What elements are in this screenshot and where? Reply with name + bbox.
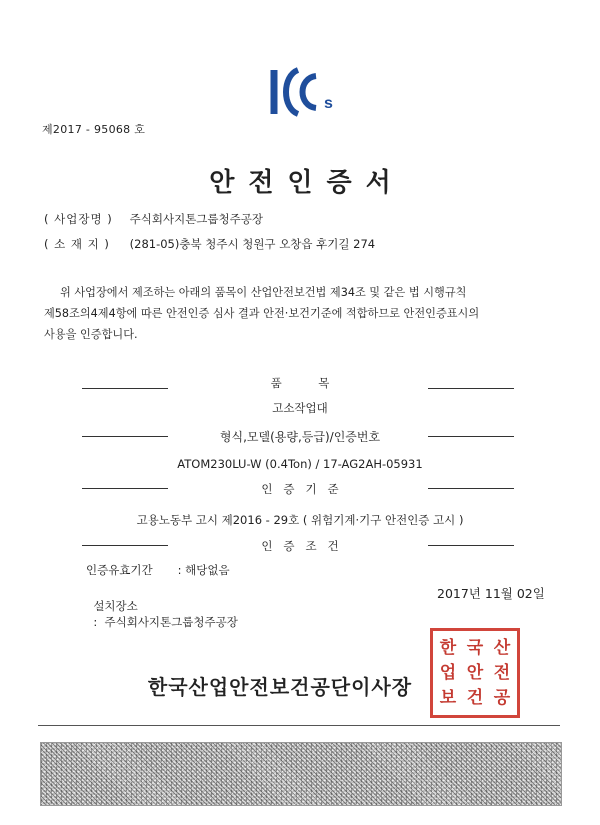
kcs-logo <box>268 66 342 118</box>
logo-letter: s <box>324 95 333 112</box>
seal-char: 한 <box>439 637 457 658</box>
seal-char: 보 <box>439 687 457 708</box>
page-title: 안전인증서 <box>209 168 405 198</box>
location-row <box>86 584 238 630</box>
footer-divider <box>38 725 560 726</box>
validity-row <box>86 562 230 578</box>
seal-char: 업 <box>439 662 457 683</box>
address-label: ( 소 재 지 ) <box>44 237 110 251</box>
company-row <box>44 211 263 227</box>
company-value: 주식회사지톤그룹청주공장 <box>129 212 263 226</box>
statement-line: 사용을 인증합니다. <box>44 328 138 341</box>
standard-heading: 인 증 기 준 <box>261 482 339 496</box>
statement-paragraph <box>44 282 560 345</box>
item-heading: 품 목 <box>270 376 330 390</box>
item-value: 고소작업대 <box>272 401 328 415</box>
statement-line: 제58조의4제4항에 따른 안전인증 심사 결과 안전·보건기준에 적합하므로 안전인증표시의 <box>44 307 480 320</box>
model-heading: 형식,모델(용량,등급)/인증번호 <box>219 430 381 444</box>
issuer-name: 한국산업안전보건공단이사장 <box>147 675 413 699</box>
seal-char: 건 <box>466 687 484 708</box>
location-value: : 주식회사지톤그룹청주공장 <box>93 615 238 629</box>
conditions-heading: 인 증 조 건 <box>261 539 339 553</box>
seal-char: 공 <box>493 687 511 708</box>
security-pattern <box>40 742 562 806</box>
issue-date: 2017년 11월 02일 <box>437 586 545 601</box>
seal-char: 전 <box>493 662 511 683</box>
statement-line: 위 사업장에서 제조하는 아래의 품목이 산업안전보건법 제34조 및 같은 법 시행규칙 <box>60 286 467 299</box>
address-value: (281-05)충북 청주시 청원구 오창읍 후기길 274 <box>129 237 376 251</box>
address-row <box>44 236 375 252</box>
certificate-number: 제2017 - 95068 호 <box>42 123 146 136</box>
seal-char: 국 <box>466 637 484 658</box>
model-value: ATOM230LU-W (0.4Ton) / 17-AG2AH-05931 <box>177 457 423 471</box>
seal-char: 안 <box>466 662 484 683</box>
validity-value: : 해당없음 <box>177 563 230 577</box>
company-label: ( 사업장명 ) <box>44 212 113 226</box>
kcs-mark-icon <box>268 66 342 118</box>
standard-value: 고용노동부 고시 제2016 - 29호 ( 위험기계·기구 안전인증 고시 ) <box>136 513 464 527</box>
validity-label: 인증유효기간 <box>86 563 153 577</box>
seal-char: 산 <box>493 637 511 658</box>
location-label: 설치장소 <box>93 599 138 613</box>
